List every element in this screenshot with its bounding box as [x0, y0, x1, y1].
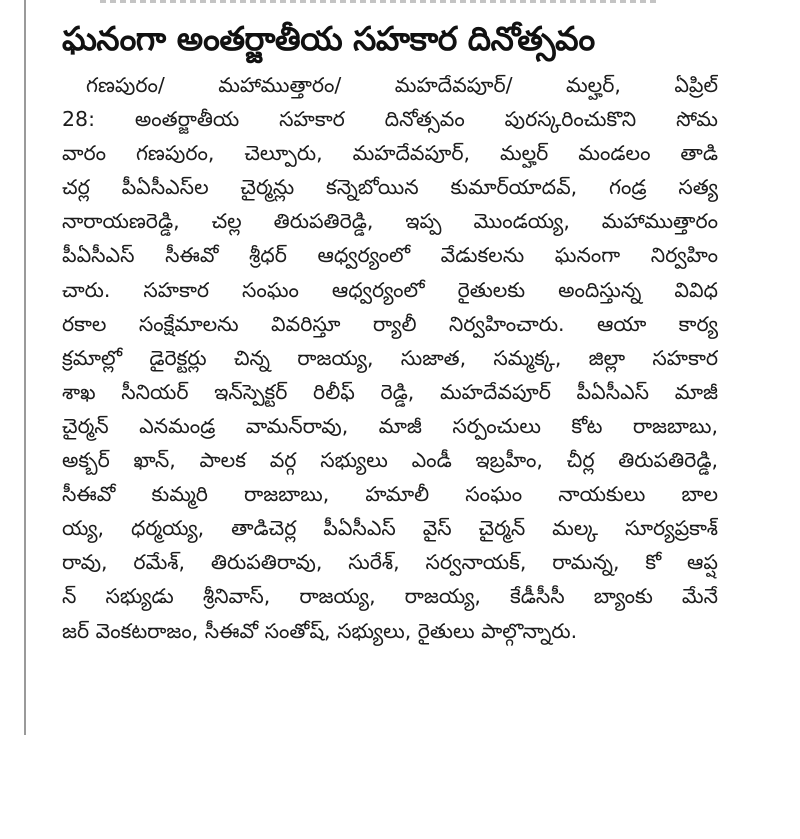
article-line: చారు. సహకార సంఘం ఆధ్వర్యంలో రైతులకు అందిస్తున్న వివిధ — [62, 277, 718, 302]
article-line: జర్ వెంకటరాజం, సీఈవో సంతోష్, సభ్యులు, రైతులు పాల్గొన్నారు. — [62, 618, 578, 643]
article-line: గణపురం/ మహాముత్తారం/ మహదేవపూర్/ మల్హర్, ఏప్రిల్ — [86, 73, 718, 97]
article-line: న్ సభ్యుడు శ్రీనివాస్, రాజయ్య, రాజయ్య, కేడీసీసీ బ్యాంకు మేనే — [62, 584, 718, 609]
article-line: క్రమాల్లో డైరెక్టర్లు చిన్న రాజయ్య, సుజాత, సమ్మక్క, జిల్లా సహకార — [62, 345, 718, 370]
previous-article-edge — [60, 0, 720, 6]
article-line: చైర్మన్ ఎనమండ్ర వామన్‌రావు, మాజీ సర్పంచులు కోట రాజబాబు, — [62, 413, 718, 438]
article-line: నారాయణరెడ్డి, చల్ల తిరుపతిరెడ్డి, ఇప్ప మొండయ్య, మహాముత్తారం — [62, 209, 718, 234]
article-line: పీఏసీఎస్ సీఈవో శ్రీధర్ ఆధ్వర్యంలో వేడుకలను ఘనంగా నిర్వహిం — [62, 243, 718, 268]
article-line: సీఈవో కుమ్మరి రాజబాబు, హమాలీ సంఘం నాయకులు బాల — [62, 482, 718, 507]
article-line: చర్ల పీఏసీఎస్‌ల చైర్మన్లు కన్నెబోయిన కుమార్‌యాదవ్, గండ్ర సత్య — [62, 175, 718, 200]
article-line: య్య, ధర్మయ్య, తాడిచెర్ల పీఏసీఎస్ వైస్ చైర్మన్ మల్క సూర్యప్రకాశ్ — [62, 516, 718, 541]
article-line: 28: అంతర్జాతీయ సహకార దినోత్సవం పురస్కరించుకొని సోమ — [62, 107, 718, 132]
article-line: రావు, రమేశ్, తిరుపతిరావు, సురేశ్, సర్వనాయక్, రామన్న, కో ఆప్ష — [62, 550, 718, 575]
article-line: వారం గణపురం, చెల్పూరు, మహదేవపూర్, మల్హర్ మండలం తాడి — [62, 141, 718, 166]
headline: ఘనంగా అంతర్జాతీయ సహకార దినోత్సవం — [62, 19, 595, 58]
article-line: రకాల సంక్షేమాలను వివరిస్తూ ర్యాలీ నిర్వహించారు. ఆయా కార్య — [62, 311, 718, 336]
article-line: అక్బర్ ఖాన్, పాలక వర్గ సభ్యులు ఎండీ ఇబ్రహీం, చీర్ల తిరుపతిరెడ్డి, — [62, 448, 718, 473]
article-body — [62, 68, 718, 648]
article-line: శాఖ సీనియర్ ఇన్‌స్పెక్టర్ రిలీఫ్ రెడ్డి, మహదేవపూర్ పీఏసీఎస్ మాజీ — [62, 379, 718, 404]
column-divider — [24, 0, 26, 735]
